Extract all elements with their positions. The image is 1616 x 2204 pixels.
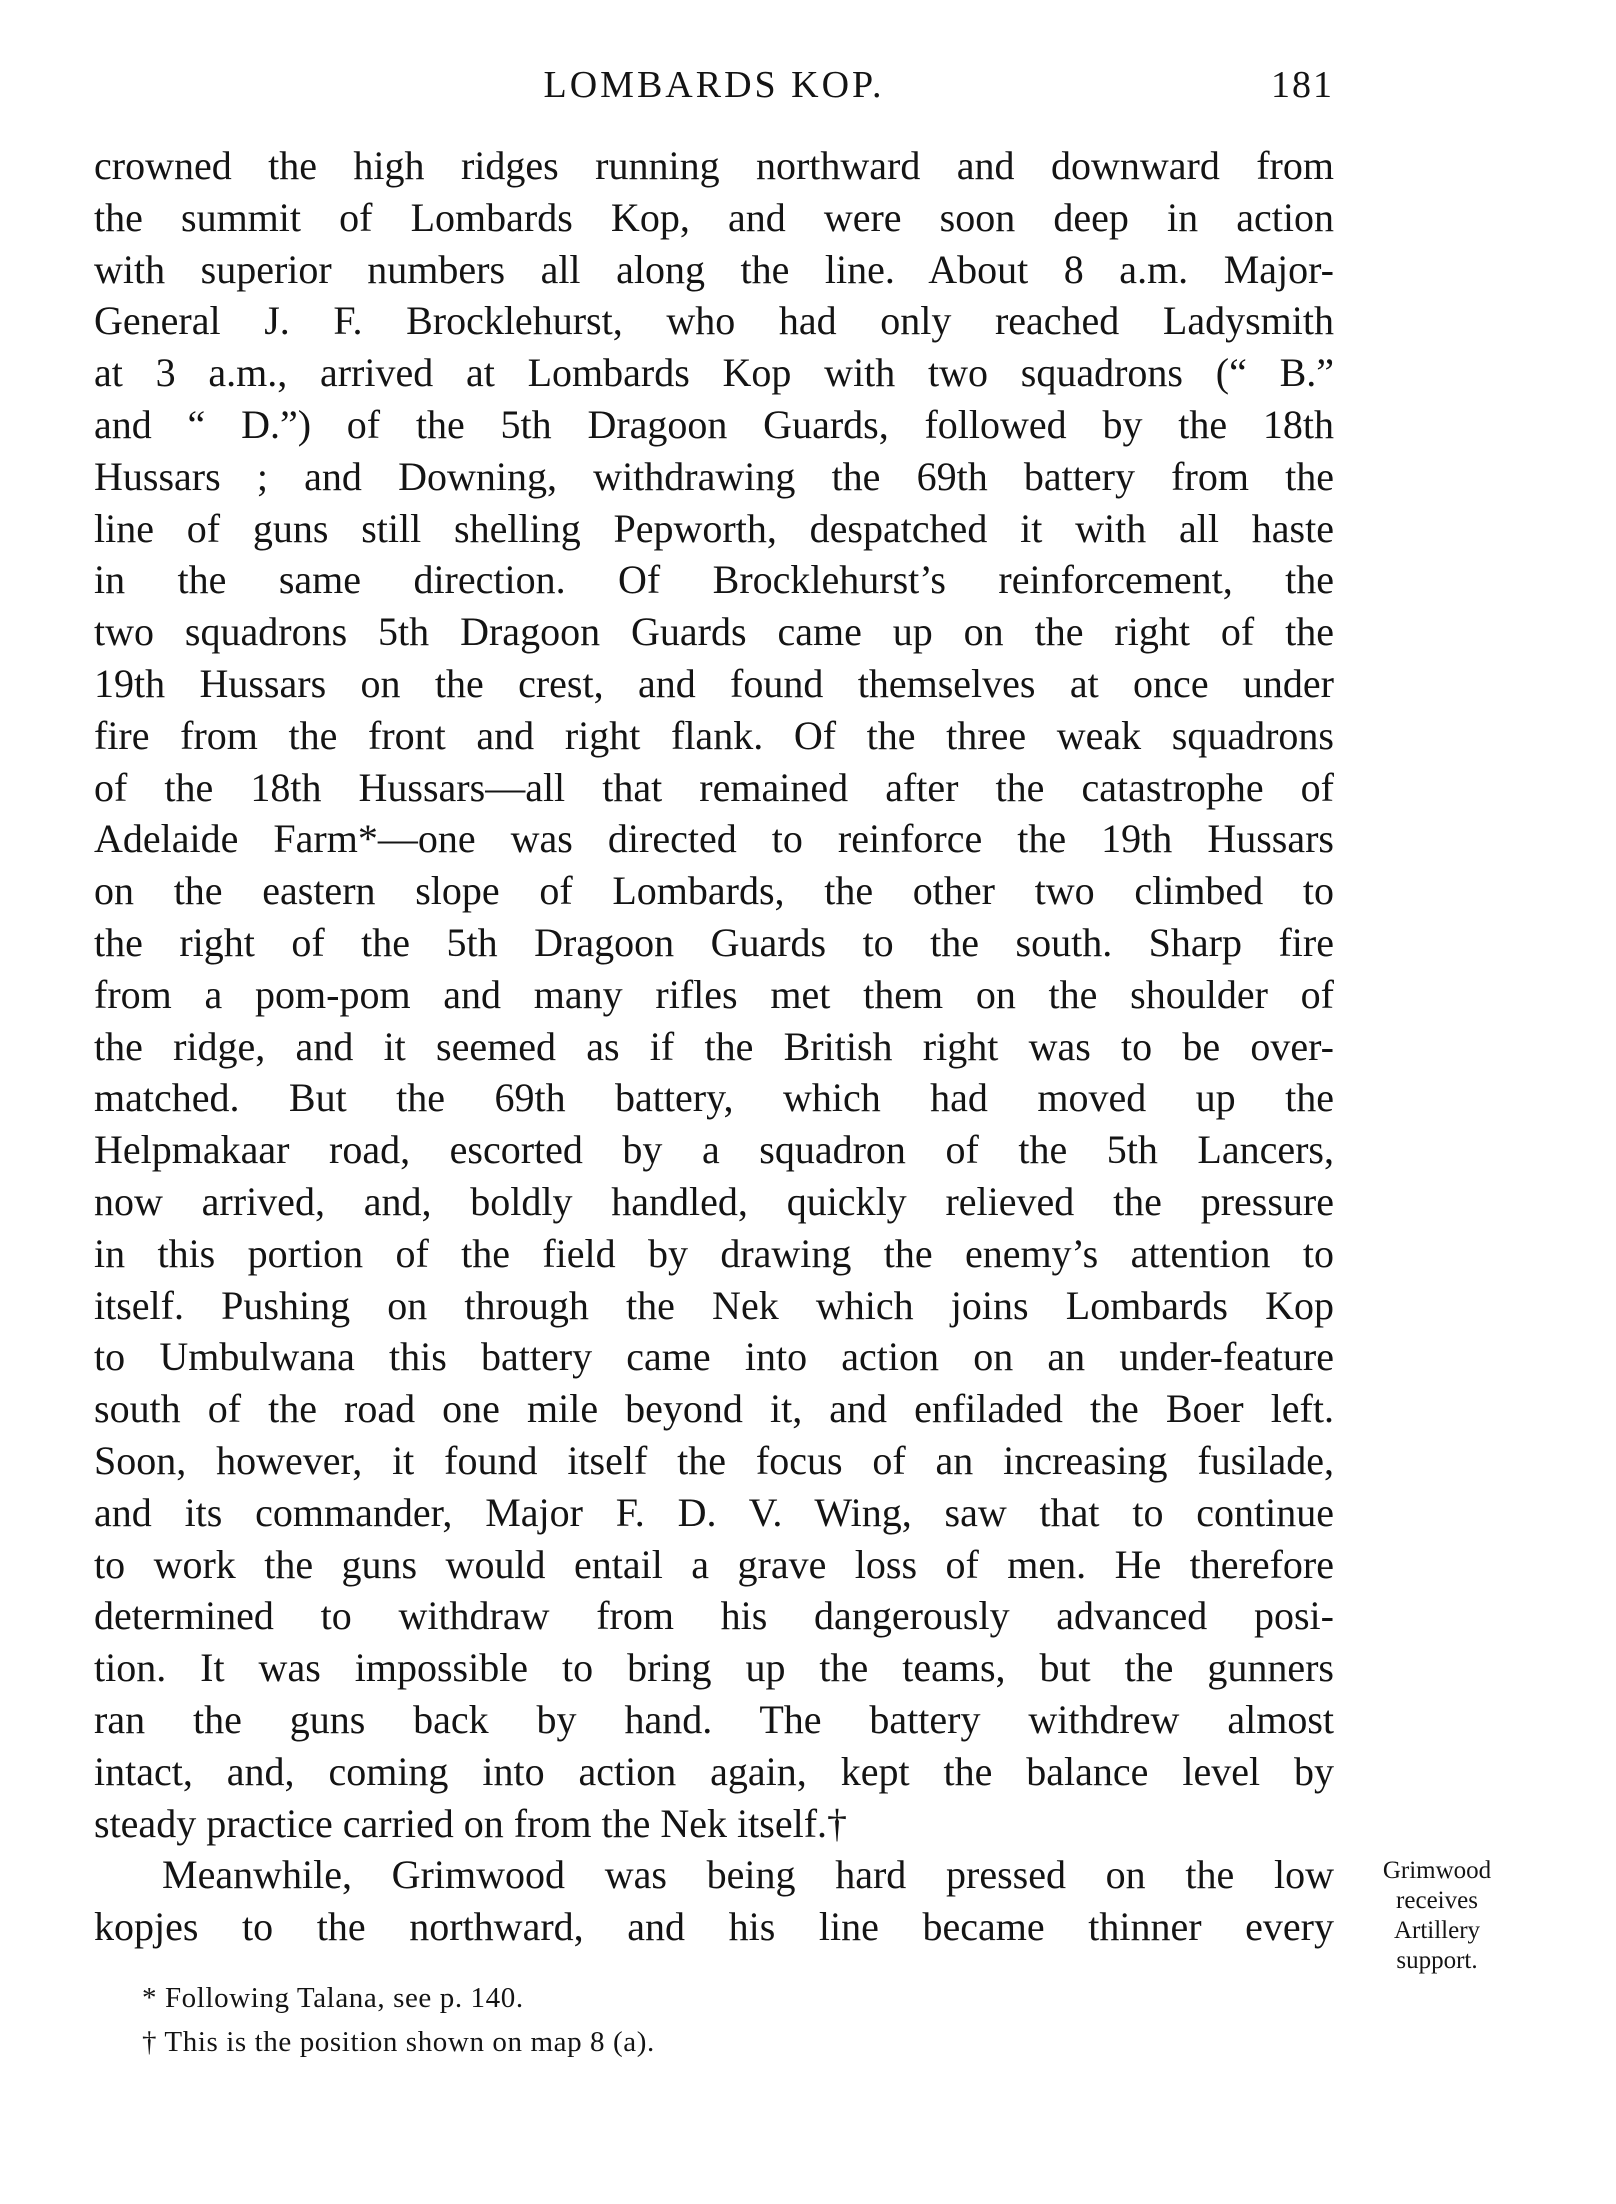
text-line: with superior numbers all along the line. About 8 a.m. Major- — [94, 246, 1334, 292]
text-line: on the eastern slope of Lombards, the other two climbed to — [94, 868, 1334, 914]
text-line: Adelaide Farm*—one was directed to reinforce the 19th Hussars — [94, 816, 1334, 862]
text-line: of the 18th Hussars—all that remained after the catastrophe of — [94, 764, 1334, 810]
text-line: Meanwhile, Grimwood was being hard pressed on the low — [162, 1852, 1334, 1898]
footnote: * Following Talana, see p. 140. — [142, 1982, 524, 2014]
footnotes — [142, 1976, 1142, 2064]
text-line: steady practice carried on from the Nek itself.† — [94, 1800, 848, 1846]
body-text — [94, 140, 1334, 1953]
text-line: and its commander, Major F. D. V. Wing, saw that to continue — [94, 1489, 1334, 1535]
text-line: to Umbulwana this battery came into action on an under-feature — [94, 1334, 1334, 1380]
text-line: Soon, however, it found itself the focus of an increasing fusilade, — [94, 1437, 1334, 1483]
text-line: intact, and, coming into action again, kept the balance level by — [94, 1748, 1334, 1794]
text-line: matched. But the 69th battery, which had moved up the — [94, 1075, 1334, 1121]
text-line: from a pom-pom and many rifles met them on the shoulder of — [94, 971, 1334, 1017]
text-line: to work the guns would entail a grave loss of men. He therefore — [94, 1541, 1334, 1587]
text-line: the right of the 5th Dragoon Guards to the south. Sharp fire — [94, 919, 1334, 965]
text-line: the ridge, and it seemed as if the British right was to be over- — [94, 1023, 1334, 1069]
footnote: † This is the position shown on map 8 (a). — [142, 2026, 655, 2058]
text-line: at 3 a.m., arrived at Lombards Kop with two squadrons (“ B.” — [94, 350, 1334, 396]
text-line: line of guns still shelling Pepworth, despatched it with all haste — [94, 505, 1334, 551]
text-line: the summit of Lombards Kop, and were soon deep in action — [94, 194, 1334, 240]
text-line: tion. It was impossible to bring up the teams, but the gunners — [94, 1645, 1334, 1691]
text-line: General J. F. Brocklehurst, who had only reached Ladysmith — [94, 298, 1334, 344]
page-number: 181 — [1271, 64, 1334, 106]
text-line: fire from the front and right flank. Of the three weak squadrons — [94, 712, 1334, 758]
margin-note-line: Artillery — [1393, 1917, 1481, 1944]
margin-note-line: receives — [1396, 1887, 1478, 1914]
text-line: crowned the high ridges running northward and downward from — [94, 143, 1334, 188]
margin-note-line: support. — [1396, 1947, 1478, 1974]
text-line: south of the road one mile beyond it, and enfiladed the Boer left. — [94, 1386, 1334, 1432]
text-line: kopjes to the northward, and his line became thinner every — [94, 1904, 1334, 1950]
text-line: now arrived, and, boldly handled, quickly relieved the pressure — [94, 1178, 1334, 1224]
text-line: two squadrons 5th Dragoon Guards came up on the right of the — [94, 609, 1334, 655]
text-line: Helpmakaar road, escorted by a squadron of the 5th Lancers, — [94, 1127, 1334, 1173]
text-line: and “ D.”) of the 5th Dragoon Guards, followed by the 18th — [94, 401, 1334, 447]
text-line: in the same direction. Of Brocklehurst’s reinforcement, the — [94, 557, 1334, 603]
margin-note — [1356, 1856, 1518, 1976]
text-line: 19th Hussars on the crest, and found themselves at once under — [94, 660, 1334, 706]
margin-note-line: Grimwood — [1382, 1857, 1492, 1884]
text-line: Hussars ; and Downing, withdrawing the 69th battery from the — [94, 453, 1334, 499]
text-line: in this portion of the field by drawing the enemy’s attention to — [94, 1230, 1334, 1276]
page-header — [94, 60, 1334, 110]
text-line: ran the guns back by hand. The battery withdrew almost — [94, 1696, 1334, 1742]
text-line: determined to withdraw from his dangerously advanced posi- — [94, 1593, 1334, 1639]
running-title: LOMBARDS KOP. — [543, 64, 885, 106]
text-line: itself. Pushing on through the Nek which joins Lombards Kop — [94, 1282, 1334, 1328]
